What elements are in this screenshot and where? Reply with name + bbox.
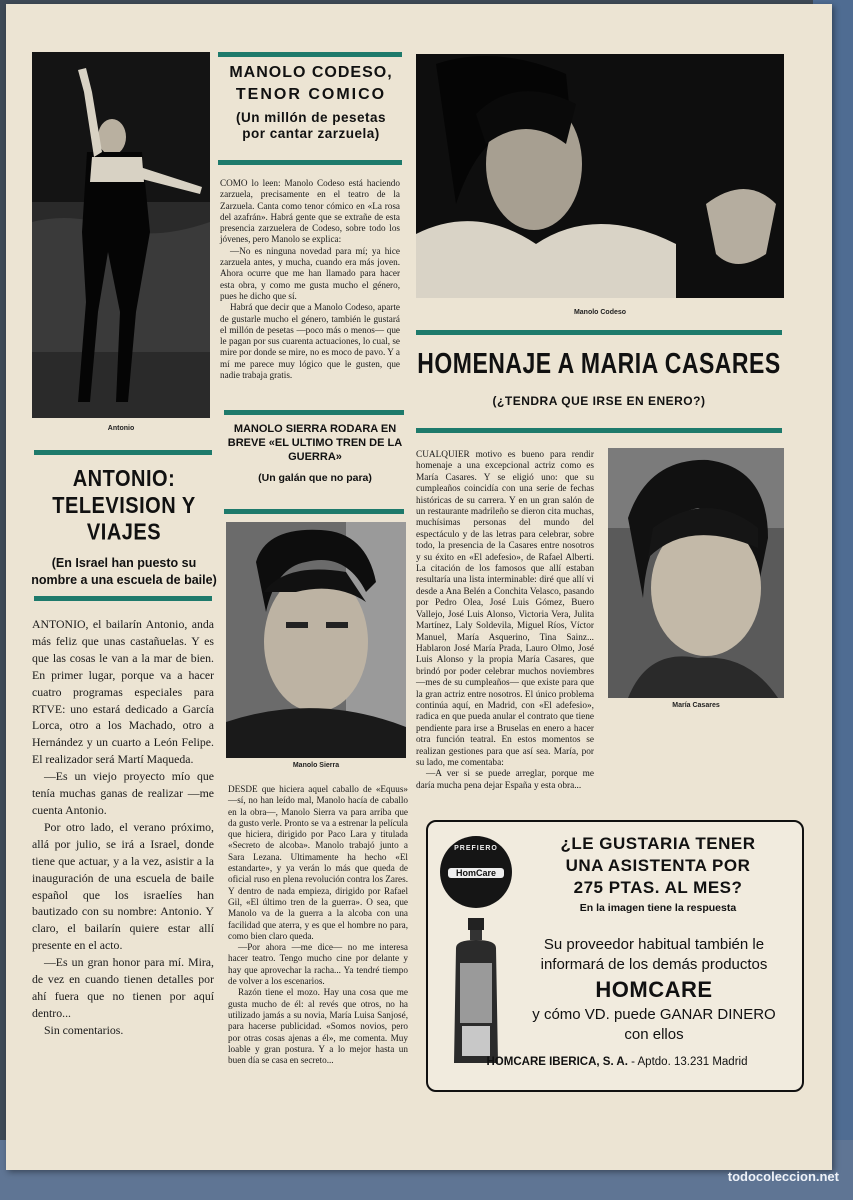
ad-tagline: En la imagen tiene la respuesta: [579, 902, 737, 914]
maria-casares-photo-caption: María Casares: [672, 702, 720, 709]
codeso-headline-line2: TENOR COMICO: [235, 86, 387, 103]
divider-bar: [416, 330, 782, 335]
divider-bar: [416, 428, 782, 433]
casares-subhead: (¿TENDRA QUE IRSE EN ENERO?): [492, 394, 706, 408]
paragraph: Sin comentarios.: [44, 1022, 124, 1037]
antonio-subhead: (En Israel han puesto su nombre a una escuela de baile): [31, 556, 217, 587]
codeso-headline-line1: MANOLO CODESO,: [229, 64, 393, 81]
paragraph: —Es un gran honor para mí. Mira, de vez en cuando tienen detalles por ahí fuera que no tienen por aquí dentro...: [32, 955, 214, 1020]
paragraph: DESDE que hiciera aquel caballo de «Equus» —sí, no han leído mal, Manolo hacía de caballo en la obra—, Manolo Sierra va para arriba que da gusto verle. Pronto se va a estrenar la película que hiciera, dirigido por Paco Lara y titulada «Secreto de alcoba». Manolo trabajó junto a Sara Lezana. Ultimamente ha hecho «El estandarte», y ya verán lo más que queda de oficial ruso en plena revolución contra los Zares. Y dentro de nada empieza, dirigido por Rafael Gil, «El último tren de la guerra». O sea, que Manolo va de la guerra a la alcoba con una facilidad que aterra, y es que el hombre no para, como bien claro queda.: [228, 784, 408, 941]
manolo-sierra-photo-caption: Manolo Sierra: [292, 762, 340, 769]
paragraph: COMO lo leen: Manolo Codeso está haciendo zarzuela, precisamente en el teatro de la Zarzuela. Canta como tenor cómico en «La rosa del azafrán». Habrá gente que se extrañe de esta presencia zarzuelera de Codeso, sobre todo los jóvenes, pero Manolo se explica:: [220, 178, 400, 245]
divider-bar: [34, 450, 212, 455]
paragraph: —Por ahora —me dice— no me interesa hacer teatro. Tengo mucho cine por delante y hay que aprovechar la racha... Ya tendré tiempo de volver a los escenarios.: [228, 942, 408, 987]
divider-bar: [34, 596, 212, 601]
ad-headline-line3: 275 PTAS. AL MES?: [573, 878, 743, 897]
ad-body-line2: informará de los demás productos: [540, 956, 768, 973]
paragraph: CUALQUIER motivo es bueno para rendir homenaje a una excepcional actriz como es María Casares. Y se eligió uno: que su cumpleaños coincidía con una serie de fechas históricas de su carrera. Y en un gran salón de un restaurante madrileño se dieron cita muchas, muchísimas personas del mundo del espectáculo y de las letras para celebrar, sobre todo, la presencia de la Casares entre nosotros y su éxito en «El adefesio», de Rafael Alberti. La citación de los famosos que allí estaban resultaría una lista interminable: diré que allí vi desde a Ana Belén a Conchita Velasco, pasando por Pedro Olea, José Luis Gómez, Buero Vallejo, José Luis Alonso, Victoria Vera, Julita Martínez, Laly Soldevila, Miguel Ríos, Víctor Manuel, María Asquerino, Tina Sainz... Hablaron José María Prada, Lauro Olmo, José Luis Alonso y la propia María Casares, que brindó por poder celebrar muchos noviembres —mes de su cumpleaños— que existe para que la gran actriz entre nosotros. El único problema continúa aquí, en Madrid, con «El adefesio», radica en que pueda anular el contrato que tiene pendiente para irse a Bruselas en enero a hacer otra función teatral. En estos momentos se realizan gestiones para que así sea. María, por su lado, me comentaba:: [416, 450, 594, 768]
divider-bar: [218, 160, 402, 165]
divider-bar: [218, 52, 402, 57]
paragraph: ANTONIO, el bailarín Antonio, anda más feliz que unas castañuelas. Y es que las cosas le van a la mar de bien. En primer lugar, porque va a hacer cuatro programas especiales para RTVE: uno estará dedicado a García Lorca, otro a los Machado, otro a Hernández y un cuarto a León Felipe. El realizador será Martí Maqueda.: [32, 617, 214, 767]
ad-body-line1: Su proveedor habitual también le: [543, 936, 765, 953]
paragraph: —Es un viejo proyecto mío que tenía muchas ganas de realizar —me cuenta Antonio.: [32, 769, 214, 817]
divider-bar: [224, 410, 404, 415]
homcare-advertisement: [426, 820, 804, 1092]
paragraph: Razón tiene el mozo. Hay una cosa que me gusta mucho de él: al revés que otros, no ha utilizado jamás a su novia, María Luisa Sanjosé, para hacerse publicidad. «Somos novios, pero por otras cosas ajenas a él», me comenta. Muy loable y gran postura. Y a lo mejor hasta un buen día se casa en secreto...: [228, 987, 408, 1066]
antonio-photo-caption: Antonio: [107, 425, 135, 432]
ad-body-line3: y cómo VD. puede GANAR DINERO: [532, 1006, 776, 1023]
sierra-subhead: (Un galán que no para): [258, 472, 372, 484]
codeso-subhead-line2: por cantar zarzuela): [242, 126, 380, 141]
paragraph: Habrá que decir que a Manolo Codeso, aparte de gustarle mucho el género, también le gustará el millón de pesetas —poco más o menos— que le pagan por sus cuarenta actuaciones, lo cual, se mire por donde se mire, no es moco de pavo. Y a mí me parece muy lógico que le gusten, que nadie trabaja gratis.: [220, 302, 400, 381]
magazine-page: [6, 4, 832, 1170]
antonio-photo: [32, 52, 210, 418]
paragraph: —A ver si se puede arreglar, porque me daría mucha pena dejar España y esta obra...: [416, 769, 594, 791]
ad-footer-company: HOMCARE IBERICA, S. A.: [486, 1056, 628, 1068]
manolo-codeso-photo-caption: Manolo Codeso: [573, 309, 627, 316]
badge-brand-text: HomCare: [448, 868, 504, 878]
casares-headline: HOMENAJE A MARIA CASARES: [417, 346, 781, 380]
ad-brand: HOMCARE: [595, 977, 713, 1002]
ad-headline-line1: ¿LE GUSTARIA TENER: [560, 834, 756, 853]
codeso-article-body: [220, 178, 400, 381]
badge-top-text: PREFIERO: [454, 845, 498, 852]
sierra-headline: MANOLO SIERRA RODARA EN BREVE «EL ULTIMO TREN DE LA GUERRA»: [227, 423, 403, 463]
ad-footer-address: - Aptdo. 13.231 Madrid: [631, 1056, 748, 1068]
homcare-bottle-icon: [446, 918, 506, 1068]
manolo-sierra-photo: [226, 522, 406, 758]
casares-article-body: [416, 450, 786, 810]
manolo-codeso-photo: [416, 54, 784, 298]
antonio-article-body: [32, 616, 214, 1039]
watermark: todocoleccion.net: [727, 1169, 839, 1184]
paragraph: Por otro lado, el verano próximo, allá por julio, se irá a Israel, donde tiene que actuar, y a la vez, asistir a la inauguración de una escuela de baile español que los israelíes han bautizado con su nombre: Antonio. Y claro, el bailarín quiere estar allí presente en el acto.: [32, 819, 214, 953]
sierra-article-body: [228, 784, 408, 1066]
codeso-subhead-line1: (Un millón de pesetas: [235, 110, 387, 125]
ad-body-line4: con ellos: [624, 1026, 684, 1043]
antonio-headline-line2: TELEVISION Y VIAJES: [52, 493, 196, 546]
antonio-headline-line1: ANTONIO:: [72, 466, 176, 492]
homcare-badge: [440, 836, 512, 908]
ad-headline-line2: UNA ASISTENTA POR: [565, 856, 751, 875]
paragraph: —No es ninguna novedad para mí; ya hice zarzuela antes, y mucha, cuando era más joven. Ahora ocurre que me han llamado para hacer esta obra, y como me gusta mucho el género, pues he dicho que sí.: [220, 245, 400, 301]
divider-bar: [224, 509, 404, 514]
